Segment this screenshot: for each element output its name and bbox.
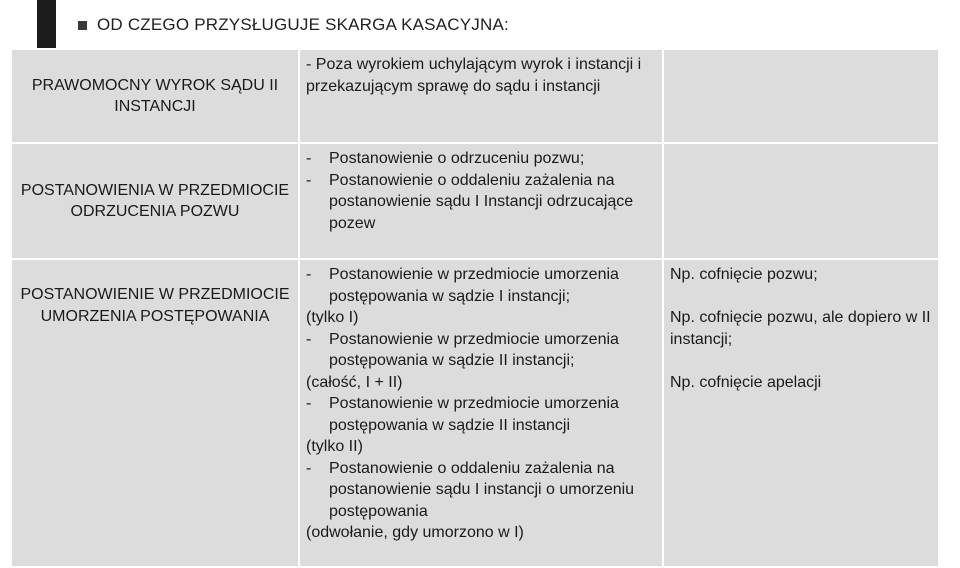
accent-bar [37,0,56,48]
list-item: - Postanowienie o odrzuceniu pozwu; [306,148,656,170]
row3-note-4: (odwołanie, gdy umorzono w I) [306,524,524,541]
row2-item-1: Postanowienie o odrzuceniu pozwu; [329,150,585,167]
table-row [11,259,939,567]
title-row [78,12,509,38]
row3-item-1: Postanowienie w przedmiocie umorzenia postępowania w sądzie I instancji; [329,266,619,305]
cassation-table [10,48,940,568]
row3-detail-cell [299,259,663,567]
row3-note-3: (tylko II) [306,438,363,455]
row3-note-2: (całość, I + II) [306,373,403,391]
row3-item-4: Postanowienie o oddaleniu zażalenia na postanowienie sądu I instancji o umorzeniu postępowania [329,459,635,520]
table-row [11,143,939,259]
row1-subject: PRAWOMOCNY WYROK SĄDU II INSTANCJI [31,76,279,115]
row3-example-2: Np. cofnięcie pozwu, ale dopiero w II instancji; [670,309,931,348]
row3-subject: POSTANOWIENIE W PRZEDMIOCIE UMORZENIA POSTĘPOWANIA [20,286,290,325]
slide-title: OD CZEGO PRZYSŁUGUJE SKARGA KASACYJNA: [97,15,509,34]
row3-example-3: Np. cofnięcie apelacji [670,373,822,391]
row3-example-cell [663,259,939,567]
row2-subject-cell [11,143,299,259]
row1-subject-cell [11,49,299,143]
row2-detail-cell [299,143,663,259]
list-item: - Postanowienie w przedmiocie umorzenia postępowania w sądzie I instancji; [306,264,656,307]
row2-example-cell [663,143,939,259]
list-item: - Postanowienie w przedmiocie umorzenia postępowania w sądzie II instancji; [306,329,656,372]
row1-example-cell [663,49,939,143]
row2-subject: POSTANOWIENIA W PRZEDMIOCIE ODRZUCENIA POZWU [20,181,290,220]
square-bullet-icon [78,21,87,30]
row3-note-1: (tylko I) [306,309,359,326]
row3-example-1: Np. cofnięcie pozwu; [670,266,818,283]
row2-item-2: Postanowienie o oddaleniu zażalenia na postanowienie sądu I Instancji odrzucające pozew [329,171,634,232]
list-item: - Postanowienie w przedmiocie umorzenia postępowania w sądzie II instancji [306,393,656,436]
list-item: - Postanowienie o oddaleniu zażalenia na postanowienie sądu I instancji o umorzeniu postępowania [306,458,656,523]
list-item: - Postanowienie o oddaleniu zażalenia na postanowienie sądu I Instancji odrzucające pozew [306,170,656,235]
row1-detail: - Poza wyrokiem uchylającym wyrok i instancji i przekazującym sprawę do sądu i instancji [306,56,642,95]
table-row [11,49,939,143]
row3-item-2: Postanowienie w przedmiocie umorzenia postępowania w sądzie II instancji; [329,330,619,369]
row3-item-3: Postanowienie w przedmiocie umorzenia postępowania w sądzie II instancji [329,395,619,434]
row3-subject-cell [11,259,299,567]
row1-detail-cell [299,49,663,143]
